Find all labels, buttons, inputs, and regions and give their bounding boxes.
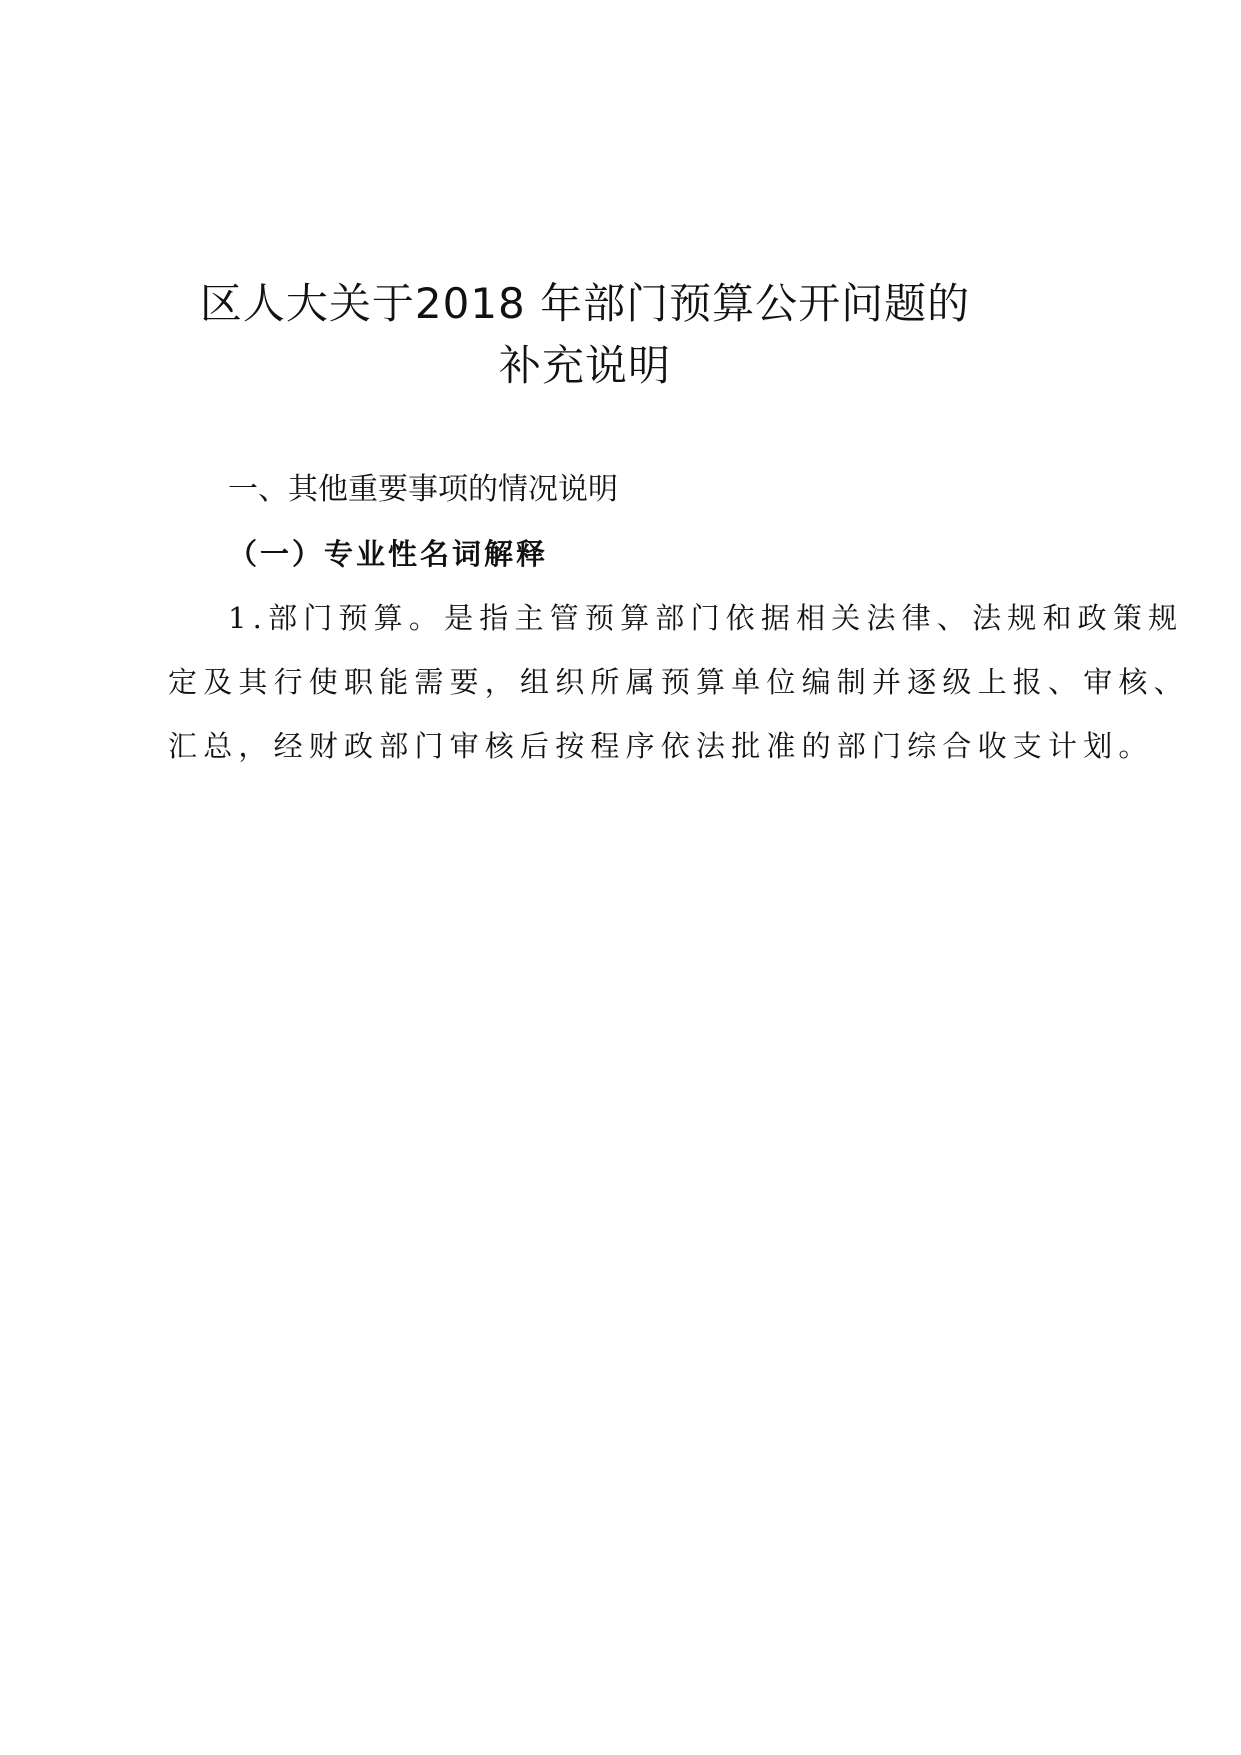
document-title-line-2: 补充说明 xyxy=(498,341,671,390)
paragraph-line-2: 定及其行使职能需要，组织所属预算单位编制并逐级上报、审核、 xyxy=(168,665,1189,699)
document-title-line-1: 区人大关于2018 年部门预算公开问题的 xyxy=(199,279,971,328)
paragraph-line-3: 汇总，经财政部门审核后按程序依法批准的部门综合收支计划。 xyxy=(168,729,1154,763)
sub-heading: （一）专业性名词解释 xyxy=(228,537,549,571)
section-heading: 一、其他重要事项的情况说明 xyxy=(228,472,618,507)
paragraph-line-1: 1.部门预算。是指主管预算部门依据相关法律、法规和政策规 xyxy=(228,601,1184,635)
